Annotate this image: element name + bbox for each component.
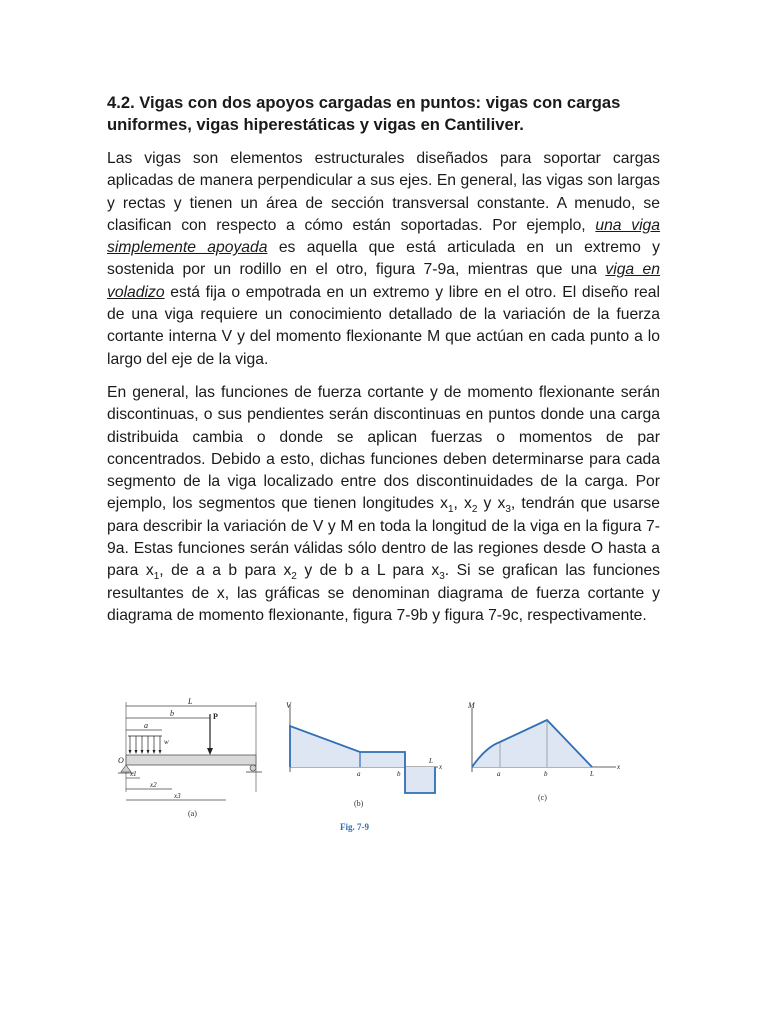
label-P: P: [213, 712, 218, 721]
label-b: b: [170, 709, 174, 718]
shear-diagram: [286, 701, 443, 808]
distributed-load-arrows: [130, 736, 160, 752]
label-M: M: [468, 701, 475, 710]
label-c-a: a: [497, 770, 501, 778]
figure-7-9: [116, 692, 636, 842]
sub-1: 1: [447, 504, 454, 516]
paragraph-1: [107, 148, 660, 371]
roller-support: [250, 765, 256, 771]
label-b-L: L: [429, 757, 433, 765]
sub-6: 3: [439, 571, 445, 583]
shear-negative-area: [405, 767, 435, 793]
underlined-term-cantilever: viga en voladizo: [107, 261, 660, 301]
underlined-term-simple-beam: una viga simplemente apoyada: [107, 216, 661, 257]
caption-c: (c): [538, 793, 547, 802]
label-c-x: x: [617, 763, 621, 771]
moment-diagram: [467, 701, 621, 802]
label-b-x: x: [439, 763, 443, 771]
p2-text-b: , x: [453, 495, 472, 513]
label-x3: x3: [174, 792, 181, 800]
p2-text-c: y x: [477, 495, 506, 513]
document-page: [107, 92, 660, 638]
distributed-load-arrowheads: [129, 750, 162, 754]
label-O: O: [118, 756, 124, 765]
p1-text-c: está fija o empotrada en un extremo y libre en el otro. El diseño real de una viga requiere un conocimiento detallado de la variación de la fuerza cortante interna V y del momento flexionante M que actúan en cada punto a lo largo del eje de la viga.: [107, 283, 660, 368]
caption-a: (a): [188, 809, 197, 818]
p2-text-f: y de b a L para x: [296, 562, 440, 580]
beam: [126, 755, 256, 765]
sub-2: 2: [471, 504, 478, 516]
label-c-L: L: [590, 770, 594, 778]
p1-text-b: es aquella que está articulada en un extremo y sostenida por un rodillo en el otro, figura 7-9a, mientras que una: [107, 239, 660, 279]
p2-text-g: . Si se grafican las funciones resultantes de x, las gráficas se denominan diagrama de fuerza cortante y diagrama de momento flexionante, figura 7-9b y figura 7-9c, respectivamente.: [107, 562, 661, 624]
label-c-b: b: [544, 770, 548, 778]
beam-diagram: [118, 697, 262, 818]
section-heading: 4.2. Vigas con dos apoyos cargadas en puntos: vigas con cargas uniformes, vigas hiperestáticas y vigas en Cantiliver.: [107, 93, 621, 134]
sub-5: 2: [291, 571, 297, 583]
sub-3: 3: [505, 504, 511, 516]
p2-text-a: En general, las funciones de fuerza cortante y de momento flexionante serán discontinuas, o sus pendientes serán discontinuas en puntos donde una carga distribuida cambia o donde se aplican fuerzas o momentos de par concentrados. Debido a esto, dichas funciones deben determinarse para cada segmento de la viga localizado entre dos discontinuidades de la carga. Por ejemplo, los segmentos que tienen longitudes x: [107, 383, 660, 513]
figure-svg: [116, 692, 636, 842]
label-b-b: b: [397, 770, 401, 778]
label-L: L: [188, 697, 193, 706]
point-load-arrowhead: [207, 748, 213, 755]
label-x1: x1: [130, 770, 137, 778]
label-x2: x2: [150, 781, 157, 789]
label-w: w: [164, 738, 169, 746]
p2-text-d: , tendrán que usarse para describir la variación de V y M en toda la longitud de la viga en la figura 7-9a. Estas funciones serán válidas sólo dentro de las regiones desde O hasta a para x: [107, 495, 661, 580]
label-a: a: [144, 721, 148, 730]
label-b-a: a: [357, 770, 361, 778]
sub-4: 1: [153, 571, 160, 583]
figure-caption: Fig. 7-9: [340, 822, 369, 832]
p2-text-e: , de a a b para x: [159, 562, 292, 580]
label-V: V: [286, 701, 291, 710]
paragraph-2: [107, 382, 660, 627]
p1-text-a: Las vigas son elementos estructurales diseñados para soportar cargas aplicadas de manera perpendicular a sus ejes. En general, las vigas son largas y rectas y tienen un área de sección transversal constante. A menudo, se clasifican con respecto a cómo están soportadas. Por ejemplo,: [107, 150, 660, 234]
caption-b: (b): [354, 799, 364, 808]
